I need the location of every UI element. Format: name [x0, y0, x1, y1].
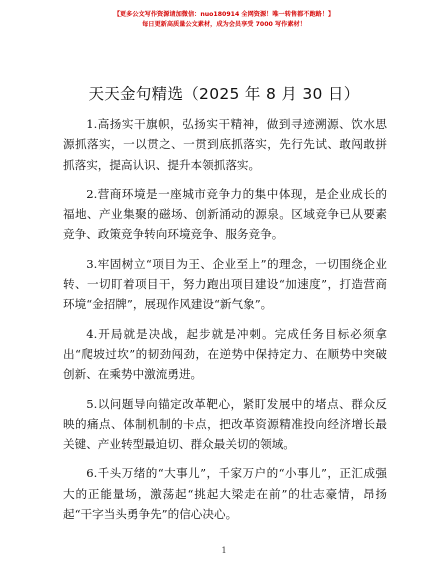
promo-banner-line-1: 【更多公文写作资源请加微信：nuo180914 全网资源！唯一转售都不跑路！】 [113, 11, 335, 18]
page-number: 1 [221, 546, 227, 555]
paragraph-6: 6.千头万绪的“大事儿”，千家万户的“小事儿”，正汇成强大的正能量场，激荡起“挑起大梁走在前”的壮志豪情，昂扬起“干字当头勇争先”的信心决心。 [63, 466, 387, 522]
paragraph-1: 1.高扬实干旗帜，弘扬实干精神，做到寻迹溯源、饮水思源抓落实，一以贯之、一贯到底抓落实，先行先试、敢闯敢拼抓落实，提高认识、提升本领抓落实。 [63, 117, 387, 172]
paragraph-3: 3.牢固树立“项目为王、企业至上”的理念，一切围绕企业转、一切盯着项目干，努力跑出项目建设“加速度”，打造营商环境“金招牌”，展现作风建设“新气象”。 [63, 256, 387, 312]
document-body [63, 114, 387, 533]
paragraph-5: 5.以问题导向锚定改革靶心，紧盯发展中的堵点、群众反映的痛点、体制机制的卡点，把改革资源精准投向经济增长最关键、产业转型最迫切、群众最关切的领域。 [63, 396, 387, 452]
promo-banner-line-2: 每日更新高质量公文素材，成为会员享受 7000 写作素材！ [142, 21, 306, 28]
document-title: 天天金句精选（2025 年 8 月 30 日） [88, 85, 360, 103]
paragraph-2: 2.营商环境是一座城市竞争力的集中体现，是企业成长的福地、产业集聚的磁场、创新涌动的源泉。区域竞争已从要素竞争、政策竞争转向环境竞争、服务竞争。 [63, 186, 387, 242]
paragraph-4: 4.开局就是决战，起步就是冲刺。完成任务目标必须拿出“爬坡过坎”的韧劲闯劲，在逆势中保持定力、在顺势中突破创新、在乘势中激流勇进。 [63, 326, 387, 382]
